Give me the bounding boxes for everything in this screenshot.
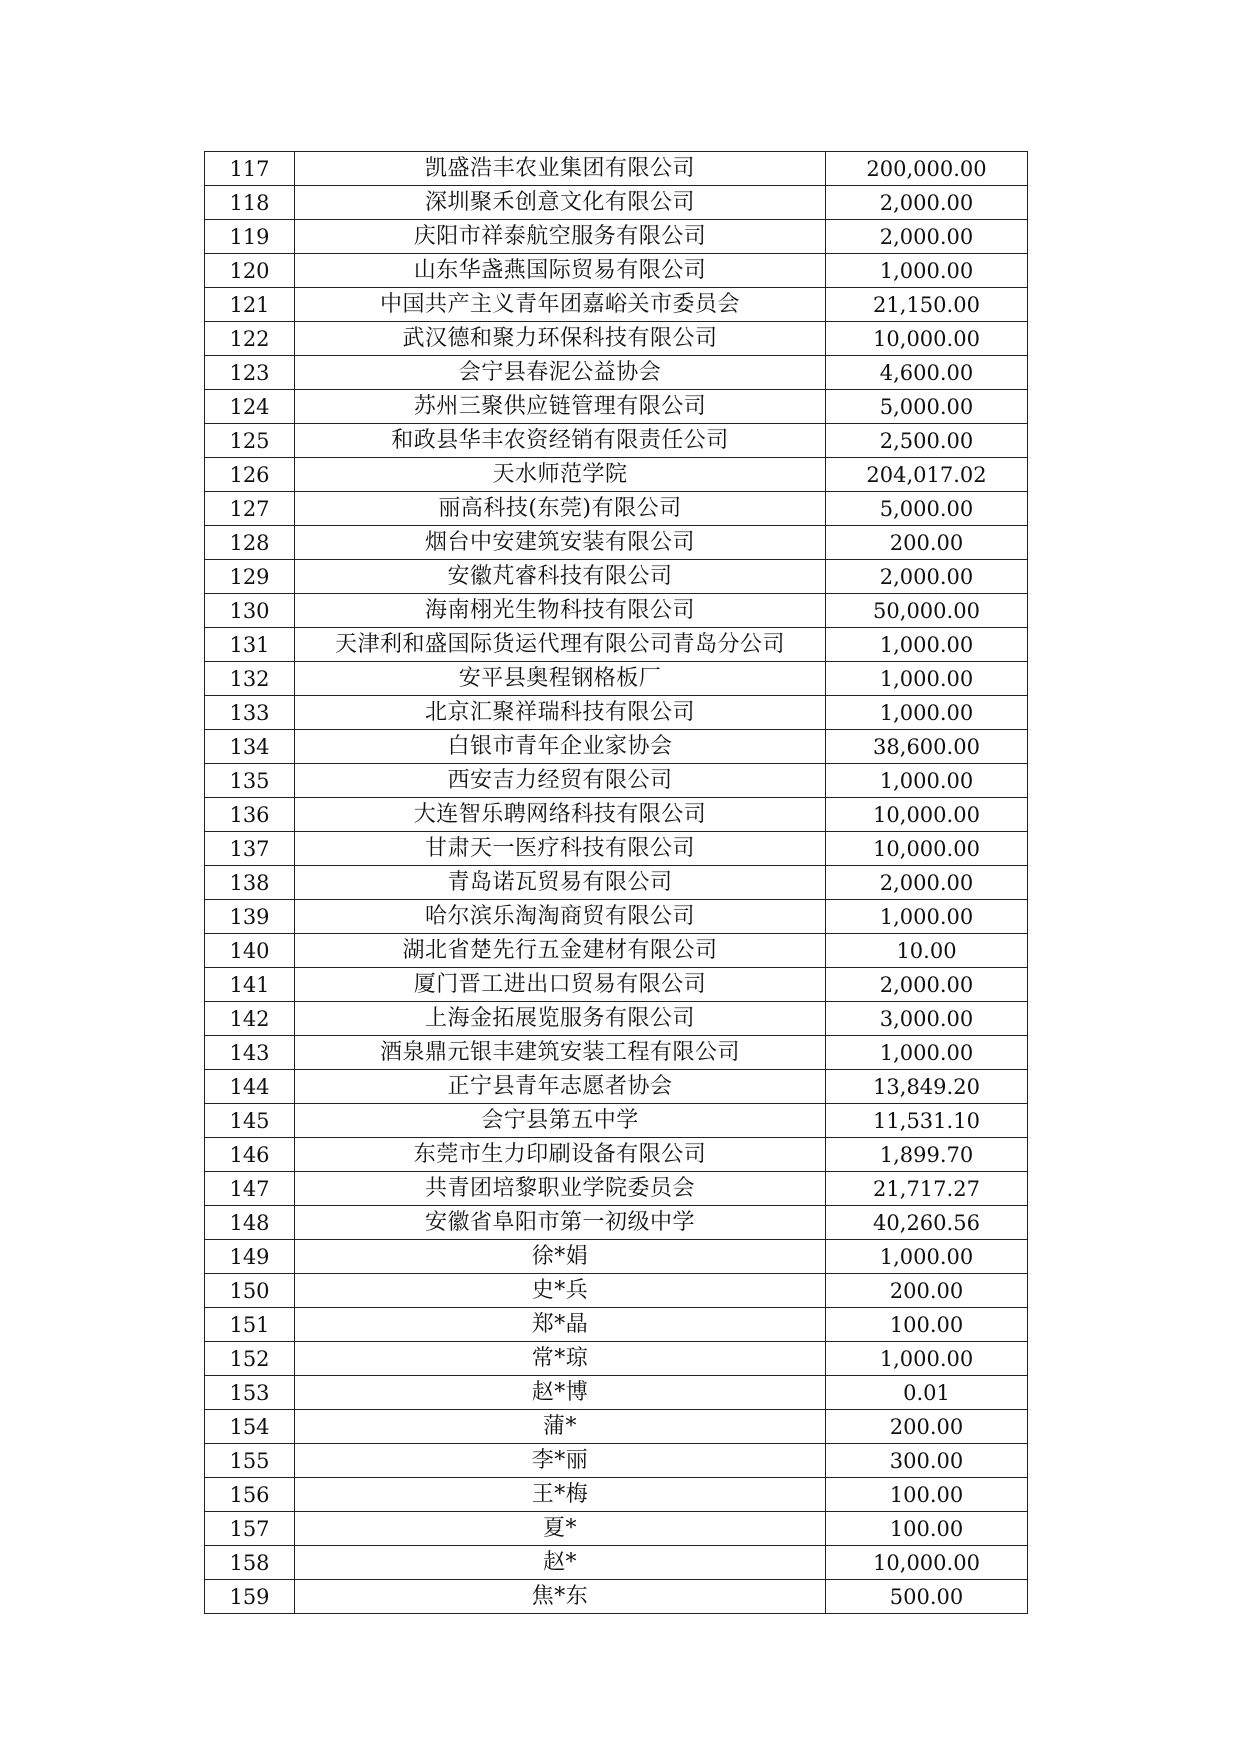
row-number-cell: 151 — [205, 1308, 295, 1342]
donation-amount-cell: 3,000.00 — [826, 1002, 1028, 1036]
donation-amount-cell: 100.00 — [826, 1478, 1028, 1512]
donor-name-cell: 厦门晋工进出口贸易有限公司 — [295, 968, 826, 1002]
table-row — [205, 662, 1028, 696]
donation-amount-cell: 100.00 — [826, 1308, 1028, 1342]
row-number-cell: 130 — [205, 594, 295, 628]
row-number-cell: 132 — [205, 662, 295, 696]
donation-table — [204, 151, 1028, 1614]
row-number-cell: 152 — [205, 1342, 295, 1376]
table-row — [205, 1036, 1028, 1070]
donor-name-cell: 苏州三聚供应链管理有限公司 — [295, 390, 826, 424]
donation-amount-cell: 10,000.00 — [826, 322, 1028, 356]
row-number-cell: 133 — [205, 696, 295, 730]
donor-name-cell: 夏* — [295, 1512, 826, 1546]
row-number-cell: 153 — [205, 1376, 295, 1410]
donation-amount-cell: 5,000.00 — [826, 492, 1028, 526]
donor-name-cell: 大连智乐聘网络科技有限公司 — [295, 798, 826, 832]
donation-amount-cell: 1,000.00 — [826, 628, 1028, 662]
row-number-cell: 119 — [205, 220, 295, 254]
donor-name-cell: 常*琼 — [295, 1342, 826, 1376]
table-row — [205, 832, 1028, 866]
donation-amount-cell: 10,000.00 — [826, 832, 1028, 866]
donation-amount-cell: 1,000.00 — [826, 900, 1028, 934]
donation-amount-cell: 5,000.00 — [826, 390, 1028, 424]
donor-name-cell: 哈尔滨乐淘淘商贸有限公司 — [295, 900, 826, 934]
row-number-cell: 159 — [205, 1580, 295, 1614]
table-row — [205, 968, 1028, 1002]
table-row — [205, 186, 1028, 220]
donation-amount-cell: 300.00 — [826, 1444, 1028, 1478]
donor-name-cell: 徐*娟 — [295, 1240, 826, 1274]
donor-name-cell: 青岛诺瓦贸易有限公司 — [295, 866, 826, 900]
table-row — [205, 424, 1028, 458]
table-row — [205, 152, 1028, 186]
table-row — [205, 764, 1028, 798]
table-row — [205, 220, 1028, 254]
row-number-cell: 147 — [205, 1172, 295, 1206]
row-number-cell: 156 — [205, 1478, 295, 1512]
row-number-cell: 143 — [205, 1036, 295, 1070]
row-number-cell: 158 — [205, 1546, 295, 1580]
table-row — [205, 492, 1028, 526]
row-number-cell: 118 — [205, 186, 295, 220]
row-number-cell: 148 — [205, 1206, 295, 1240]
table-row — [205, 1342, 1028, 1376]
donation-amount-cell: 204,017.02 — [826, 458, 1028, 492]
donation-table-body — [205, 152, 1028, 1614]
table-row — [205, 356, 1028, 390]
donor-name-cell: 和政县华丰农资经销有限责任公司 — [295, 424, 826, 458]
donor-name-cell: 东莞市生力印刷设备有限公司 — [295, 1138, 826, 1172]
donor-name-cell: 焦*东 — [295, 1580, 826, 1614]
donation-amount-cell: 10.00 — [826, 934, 1028, 968]
row-number-cell: 126 — [205, 458, 295, 492]
donor-name-cell: 武汉德和聚力环保科技有限公司 — [295, 322, 826, 356]
donor-name-cell: 会宁县春泥公益协会 — [295, 356, 826, 390]
table-row — [205, 560, 1028, 594]
donation-amount-cell: 21,150.00 — [826, 288, 1028, 322]
donor-name-cell: 安徽省阜阳市第一初级中学 — [295, 1206, 826, 1240]
donor-name-cell: 正宁县青年志愿者协会 — [295, 1070, 826, 1104]
donor-name-cell: 湖北省楚先行五金建材有限公司 — [295, 934, 826, 968]
table-row — [205, 934, 1028, 968]
table-row — [205, 594, 1028, 628]
row-number-cell: 117 — [205, 152, 295, 186]
donor-name-cell: 安徽芃睿科技有限公司 — [295, 560, 826, 594]
donor-name-cell: 甘肃天一医疗科技有限公司 — [295, 832, 826, 866]
table-row — [205, 1512, 1028, 1546]
donation-amount-cell: 4,600.00 — [826, 356, 1028, 390]
table-row — [205, 730, 1028, 764]
table-row — [205, 1410, 1028, 1444]
row-number-cell: 154 — [205, 1410, 295, 1444]
donation-amount-cell: 1,899.70 — [826, 1138, 1028, 1172]
donor-name-cell: 共青团培黎职业学院委员会 — [295, 1172, 826, 1206]
donor-name-cell: 庆阳市祥泰航空服务有限公司 — [295, 220, 826, 254]
row-number-cell: 122 — [205, 322, 295, 356]
row-number-cell: 135 — [205, 764, 295, 798]
row-number-cell: 144 — [205, 1070, 295, 1104]
donation-amount-cell: 200.00 — [826, 526, 1028, 560]
donor-name-cell: 凯盛浩丰农业集团有限公司 — [295, 152, 826, 186]
row-number-cell: 136 — [205, 798, 295, 832]
donation-amount-cell: 1,000.00 — [826, 662, 1028, 696]
table-row — [205, 1376, 1028, 1410]
row-number-cell: 145 — [205, 1104, 295, 1138]
donation-amount-cell: 2,000.00 — [826, 220, 1028, 254]
donation-amount-cell: 100.00 — [826, 1512, 1028, 1546]
donation-amount-cell: 1,000.00 — [826, 1342, 1028, 1376]
table-row — [205, 288, 1028, 322]
donation-amount-cell: 200.00 — [826, 1410, 1028, 1444]
table-row — [205, 1580, 1028, 1614]
donation-amount-cell: 11,531.10 — [826, 1104, 1028, 1138]
row-number-cell: 150 — [205, 1274, 295, 1308]
donor-name-cell: 天水师范学院 — [295, 458, 826, 492]
donation-amount-cell: 1,000.00 — [826, 254, 1028, 288]
row-number-cell: 137 — [205, 832, 295, 866]
donor-name-cell: 海南栩光生物科技有限公司 — [295, 594, 826, 628]
donor-name-cell: 赵*博 — [295, 1376, 826, 1410]
donation-amount-cell: 10,000.00 — [826, 1546, 1028, 1580]
donor-name-cell: 天津利和盛国际货运代理有限公司青岛分公司 — [295, 628, 826, 662]
table-row — [205, 1444, 1028, 1478]
donor-name-cell: 王*梅 — [295, 1478, 826, 1512]
row-number-cell: 141 — [205, 968, 295, 1002]
row-number-cell: 142 — [205, 1002, 295, 1036]
table-row — [205, 390, 1028, 424]
table-row — [205, 1478, 1028, 1512]
donation-amount-cell: 10,000.00 — [826, 798, 1028, 832]
row-number-cell: 157 — [205, 1512, 295, 1546]
donation-amount-cell: 0.01 — [826, 1376, 1028, 1410]
table-row — [205, 1104, 1028, 1138]
row-number-cell: 139 — [205, 900, 295, 934]
table-row — [205, 1546, 1028, 1580]
table-row — [205, 1274, 1028, 1308]
row-number-cell: 120 — [205, 254, 295, 288]
donation-amount-cell: 40,260.56 — [826, 1206, 1028, 1240]
donation-amount-cell: 2,000.00 — [826, 560, 1028, 594]
donor-name-cell: 中国共产主义青年团嘉峪关市委员会 — [295, 288, 826, 322]
table-row — [205, 458, 1028, 492]
row-number-cell: 123 — [205, 356, 295, 390]
row-number-cell: 155 — [205, 1444, 295, 1478]
donor-name-cell: 史*兵 — [295, 1274, 826, 1308]
table-row — [205, 1002, 1028, 1036]
table-row — [205, 628, 1028, 662]
table-row — [205, 1240, 1028, 1274]
donation-amount-cell: 2,000.00 — [826, 968, 1028, 1002]
table-row — [205, 526, 1028, 560]
donation-amount-cell: 200.00 — [826, 1274, 1028, 1308]
donor-name-cell: 会宁县第五中学 — [295, 1104, 826, 1138]
donor-name-cell: 山东华盏燕国际贸易有限公司 — [295, 254, 826, 288]
row-number-cell: 125 — [205, 424, 295, 458]
row-number-cell: 128 — [205, 526, 295, 560]
donation-amount-cell: 2,500.00 — [826, 424, 1028, 458]
table-row — [205, 900, 1028, 934]
donation-amount-cell: 200,000.00 — [826, 152, 1028, 186]
donor-name-cell: 李*丽 — [295, 1444, 826, 1478]
donor-name-cell: 安平县奥程钢格板厂 — [295, 662, 826, 696]
donor-name-cell: 赵* — [295, 1546, 826, 1580]
donor-name-cell: 烟台中安建筑安装有限公司 — [295, 526, 826, 560]
donation-amount-cell: 38,600.00 — [826, 730, 1028, 764]
donation-amount-cell: 2,000.00 — [826, 866, 1028, 900]
row-number-cell: 134 — [205, 730, 295, 764]
table-row — [205, 798, 1028, 832]
donor-name-cell: 深圳聚禾创意文化有限公司 — [295, 186, 826, 220]
row-number-cell: 124 — [205, 390, 295, 424]
donation-amount-cell: 2,000.00 — [826, 186, 1028, 220]
row-number-cell: 131 — [205, 628, 295, 662]
table-row — [205, 322, 1028, 356]
table-row — [205, 866, 1028, 900]
donor-name-cell: 郑*晶 — [295, 1308, 826, 1342]
donation-amount-cell: 21,717.27 — [826, 1172, 1028, 1206]
table-row — [205, 1206, 1028, 1240]
donation-amount-cell: 50,000.00 — [826, 594, 1028, 628]
row-number-cell: 129 — [205, 560, 295, 594]
table-row — [205, 254, 1028, 288]
donation-amount-cell: 1,000.00 — [826, 1036, 1028, 1070]
table-row — [205, 696, 1028, 730]
row-number-cell: 138 — [205, 866, 295, 900]
donor-name-cell: 白银市青年企业家协会 — [295, 730, 826, 764]
donor-name-cell: 北京汇聚祥瑞科技有限公司 — [295, 696, 826, 730]
donor-name-cell: 丽高科技(东莞)有限公司 — [295, 492, 826, 526]
row-number-cell: 146 — [205, 1138, 295, 1172]
table-row — [205, 1172, 1028, 1206]
donation-amount-cell: 1,000.00 — [826, 764, 1028, 798]
row-number-cell: 121 — [205, 288, 295, 322]
donor-name-cell: 蒲* — [295, 1410, 826, 1444]
row-number-cell: 127 — [205, 492, 295, 526]
row-number-cell: 140 — [205, 934, 295, 968]
row-number-cell: 149 — [205, 1240, 295, 1274]
donation-amount-cell: 500.00 — [826, 1580, 1028, 1614]
table-row — [205, 1138, 1028, 1172]
table-row — [205, 1308, 1028, 1342]
donation-amount-cell: 1,000.00 — [826, 1240, 1028, 1274]
donor-name-cell: 酒泉鼎元银丰建筑安装工程有限公司 — [295, 1036, 826, 1070]
donation-amount-cell: 13,849.20 — [826, 1070, 1028, 1104]
donor-name-cell: 西安吉力经贸有限公司 — [295, 764, 826, 798]
table-row — [205, 1070, 1028, 1104]
donation-amount-cell: 1,000.00 — [826, 696, 1028, 730]
donor-name-cell: 上海金拓展览服务有限公司 — [295, 1002, 826, 1036]
